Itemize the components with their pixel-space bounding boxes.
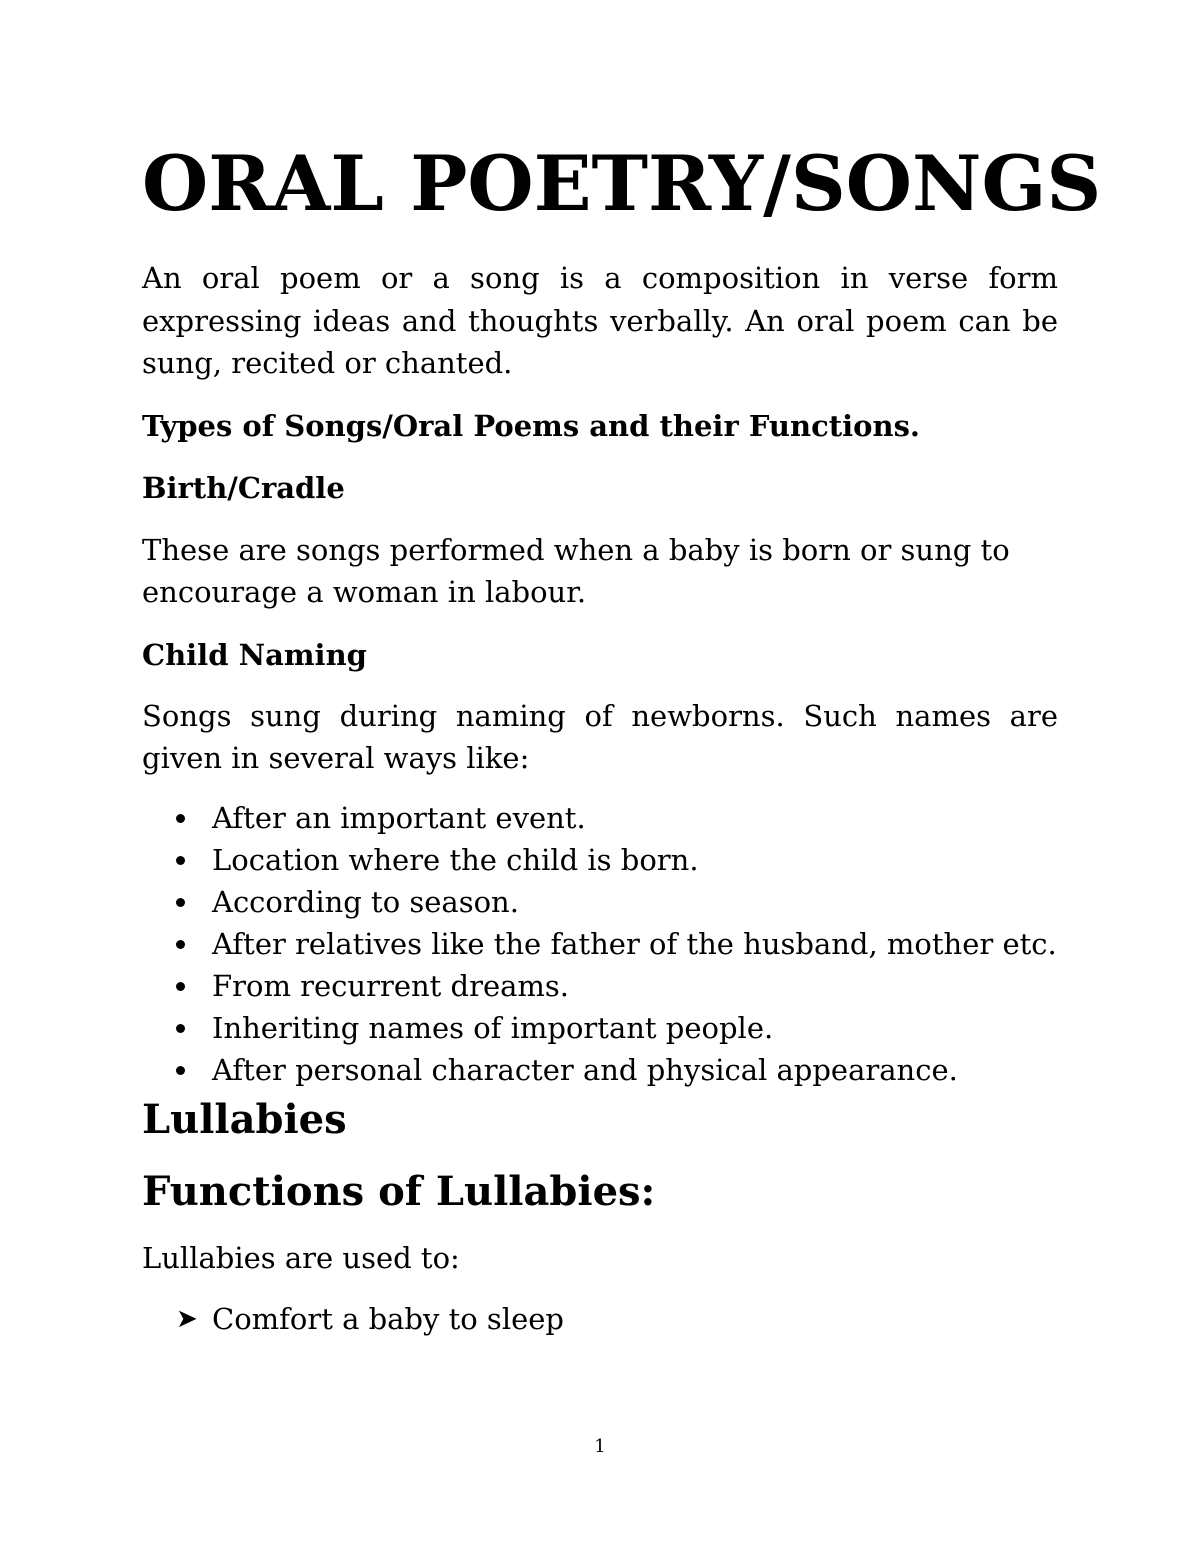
bullet-icon bbox=[176, 1024, 185, 1033]
naming-paragraph: Songs sung during naming of newborns. Such names are given in several ways like: bbox=[142, 698, 1058, 775]
page-number: 1 bbox=[594, 1436, 606, 1457]
list-item: According to season. bbox=[142, 881, 1058, 923]
intro-paragraph: An oral poem or a song is a composition in verse form expressing ideas and thoughts verbally. An oral poem can be sung, recited or chanted. bbox=[142, 261, 1058, 380]
list-item: From recurrent dreams. bbox=[142, 965, 1058, 1007]
bullet-icon bbox=[176, 982, 185, 991]
list-item: After an important event. bbox=[142, 797, 1058, 839]
arrow-bullet-icon: ➤ bbox=[176, 1304, 198, 1334]
birth-heading: Birth/Cradle bbox=[142, 470, 345, 505]
lullabies-used-to: Lullabies are used to: bbox=[142, 1240, 460, 1275]
list-item: After relatives like the father of the husband, mother etc. bbox=[142, 923, 1058, 965]
birth-paragraph: These are songs performed when a baby is born or sung to encourage a woman in labour. bbox=[142, 532, 1010, 609]
bullet-icon bbox=[176, 1066, 185, 1075]
bullet-icon bbox=[176, 856, 185, 865]
types-heading: Types of Songs/Oral Poems and their Functions. bbox=[142, 408, 920, 443]
bullet-icon bbox=[176, 940, 185, 949]
list-item: Inheriting names of important people. bbox=[142, 1007, 1058, 1049]
document-page bbox=[142, 139, 1102, 1340]
list-item: ➤ Comfort a baby to sleep bbox=[142, 1298, 1058, 1340]
lullabies-functions-heading: Functions of Lullabies: bbox=[142, 1167, 656, 1215]
bullet-icon bbox=[176, 814, 185, 823]
naming-list bbox=[142, 797, 1058, 1091]
lullabies-heading: Lullabies bbox=[142, 1095, 347, 1143]
list-item: After personal character and physical appearance. bbox=[142, 1049, 1058, 1091]
naming-heading: Child Naming bbox=[142, 637, 367, 672]
list-item: Location where the child is born. bbox=[142, 839, 1058, 881]
page-title: ORAL POETRY/SONGS bbox=[142, 139, 1102, 228]
bullet-icon bbox=[176, 898, 185, 907]
